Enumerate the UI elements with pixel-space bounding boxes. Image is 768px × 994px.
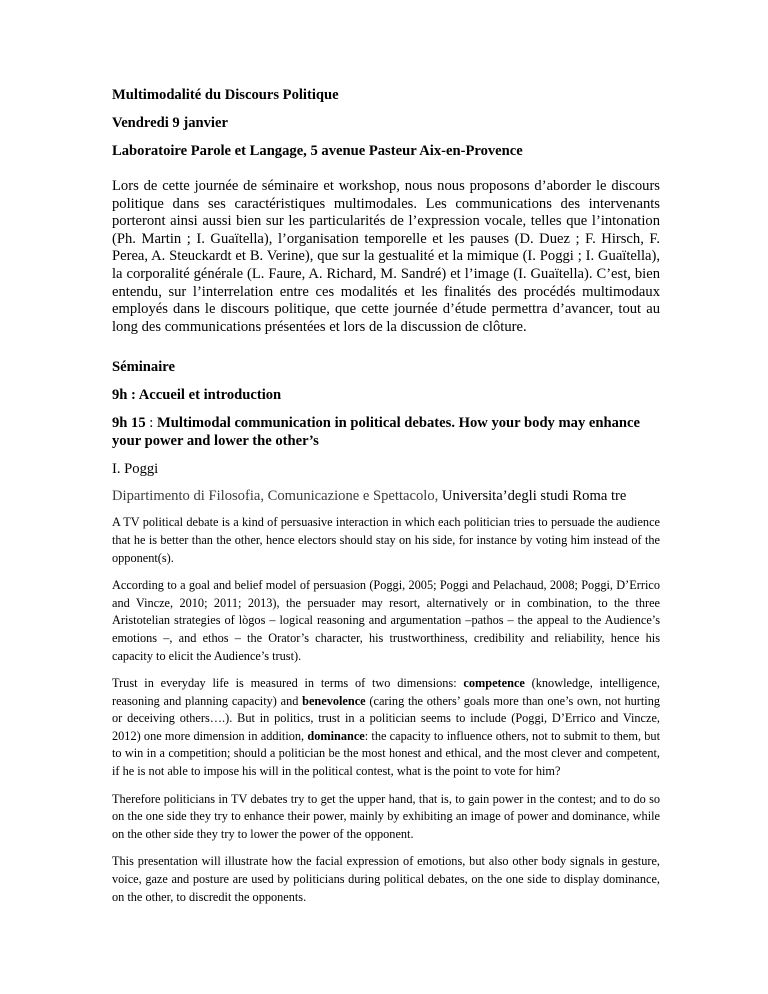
abstract-p3-text-e: : the capacity to influence others, not to submit to them, but to win in a competition; should a politician be the most honest and ethical, and the most clever and competent, if he is not able to impose his will in the political contest, what is the point to vote for him? — [112, 728, 660, 779]
abstract-paragraph-2: According to a goal and belief model of persuasion (Poggi, 2005; Poggi and Pelachaud, 2008; Poggi, D’Errico and Vincze, 2010; 2011; 2013), the persuader may resort, alternatively or in combination, to the three Aristotelian strategies of lògos – logical reasoning and argumentation –pathos – the appeal to the Audience’s emotions –, and ethos – the Orator’s character, his trustworthiness, credibility and reliability, hence his capacity to elicit the Audience’s trust). — [112, 578, 660, 663]
event-date: Vendredi 9 janvier — [112, 115, 228, 131]
term-dominance: dominance — [307, 728, 365, 743]
abstract-paragraph-5: This presentation will illustrate how the facial expression of emotions, but also other body signals in gesture, voice, gaze and posture are used by politicians during political debates, on the one side to display dominance, on the other, to discredit the opponents. — [112, 854, 660, 904]
abstract-p3-text-c: (knowledge, intelligence, reasoning and planning capacity) and — [112, 676, 660, 708]
talk-title — [112, 414, 660, 450]
affiliation-university: Universita’degli studi Roma tre — [441, 488, 627, 505]
talk-speaker: I. Poggi — [112, 461, 159, 478]
term-benevolence: benevolence — [302, 693, 366, 708]
document-page — [112, 86, 660, 906]
abstract-paragraph-4: Therefore politicians in TV debates try to get the upper hand, that is, to gain power in the contest; and to do so on the one side they try to enhance their power, mainly by exhibiting an image of power and dominance, while on the other side they try to lower the power of the opponent. — [112, 791, 660, 841]
abstract-paragraph-3 — [112, 675, 660, 781]
intro-paragraph: Lors de cette journée de séminaire et workshop, nous nous proposons d’aborder le discours politique dans ses caractéristiques multimodales. Les communications des intervenants porteront ainsi aussi bien sur les particularités de l’expression vocale, telles que l’intonation (Ph. Martin ; I. Guaïtella), l’organisation temporelle et les pauses (D. Duez ; F. Hirsch, F. Perea, A. Steuckardt et B. Verine), que sur la gestualité et la mimique (I. Poggi ; I. Guaïtella), la corporalité générale (L. Faure, A. Richard, M. Sandré) et l’image (I. Guaïtella). C’est, bien entendu, sur l’interrelation entre ces modalités et les finalités des procédés multimodaux employés dans le discours politique, que cette journée d’étude permettra d’avancer, tout au long des communications présentées et lors de la discussion de clôture. — [112, 178, 660, 335]
talk-time: 9h 15 — [112, 415, 146, 432]
term-competence: competence — [463, 676, 525, 691]
schedule-item-welcome: 9h : Accueil et introduction — [112, 387, 282, 404]
talk-affiliation — [112, 487, 660, 505]
event-location: Laboratoire Parole et Langage, 5 avenue Pasteur Aix-en-Provence — [112, 143, 523, 159]
talk-separator: : — [145, 415, 158, 432]
abstract-paragraph-1: A TV political debate is a kind of persuasive interaction in which each politician tries to persuade the audience that he is better than the other, hence electors should stay on his side, for instance by voting him instead of the opponent(s). — [112, 515, 660, 565]
abstract-p3-text-a: Trust in everyday life is measured in terms of two dimensions: — [112, 676, 464, 691]
document-title: Multimodalité du Discours Politique — [112, 87, 339, 103]
talk-title-text: Multimodal communication in political debates. How your body may enhance your power and lower the other’s — [112, 415, 640, 450]
abstract-p3-text-d: (caring the others’ goals more than one’s own, not hurting or deceiving others….). But in politics, trust in a politician seems to include (Poggi, D’Errico and Vincze, 2012) one more dimension in addition, — [112, 693, 660, 743]
affiliation-department: Dipartimento di Filosofia, Comunicazione e Spettacolo, — [112, 488, 442, 505]
seminar-heading: Séminaire — [112, 359, 175, 376]
